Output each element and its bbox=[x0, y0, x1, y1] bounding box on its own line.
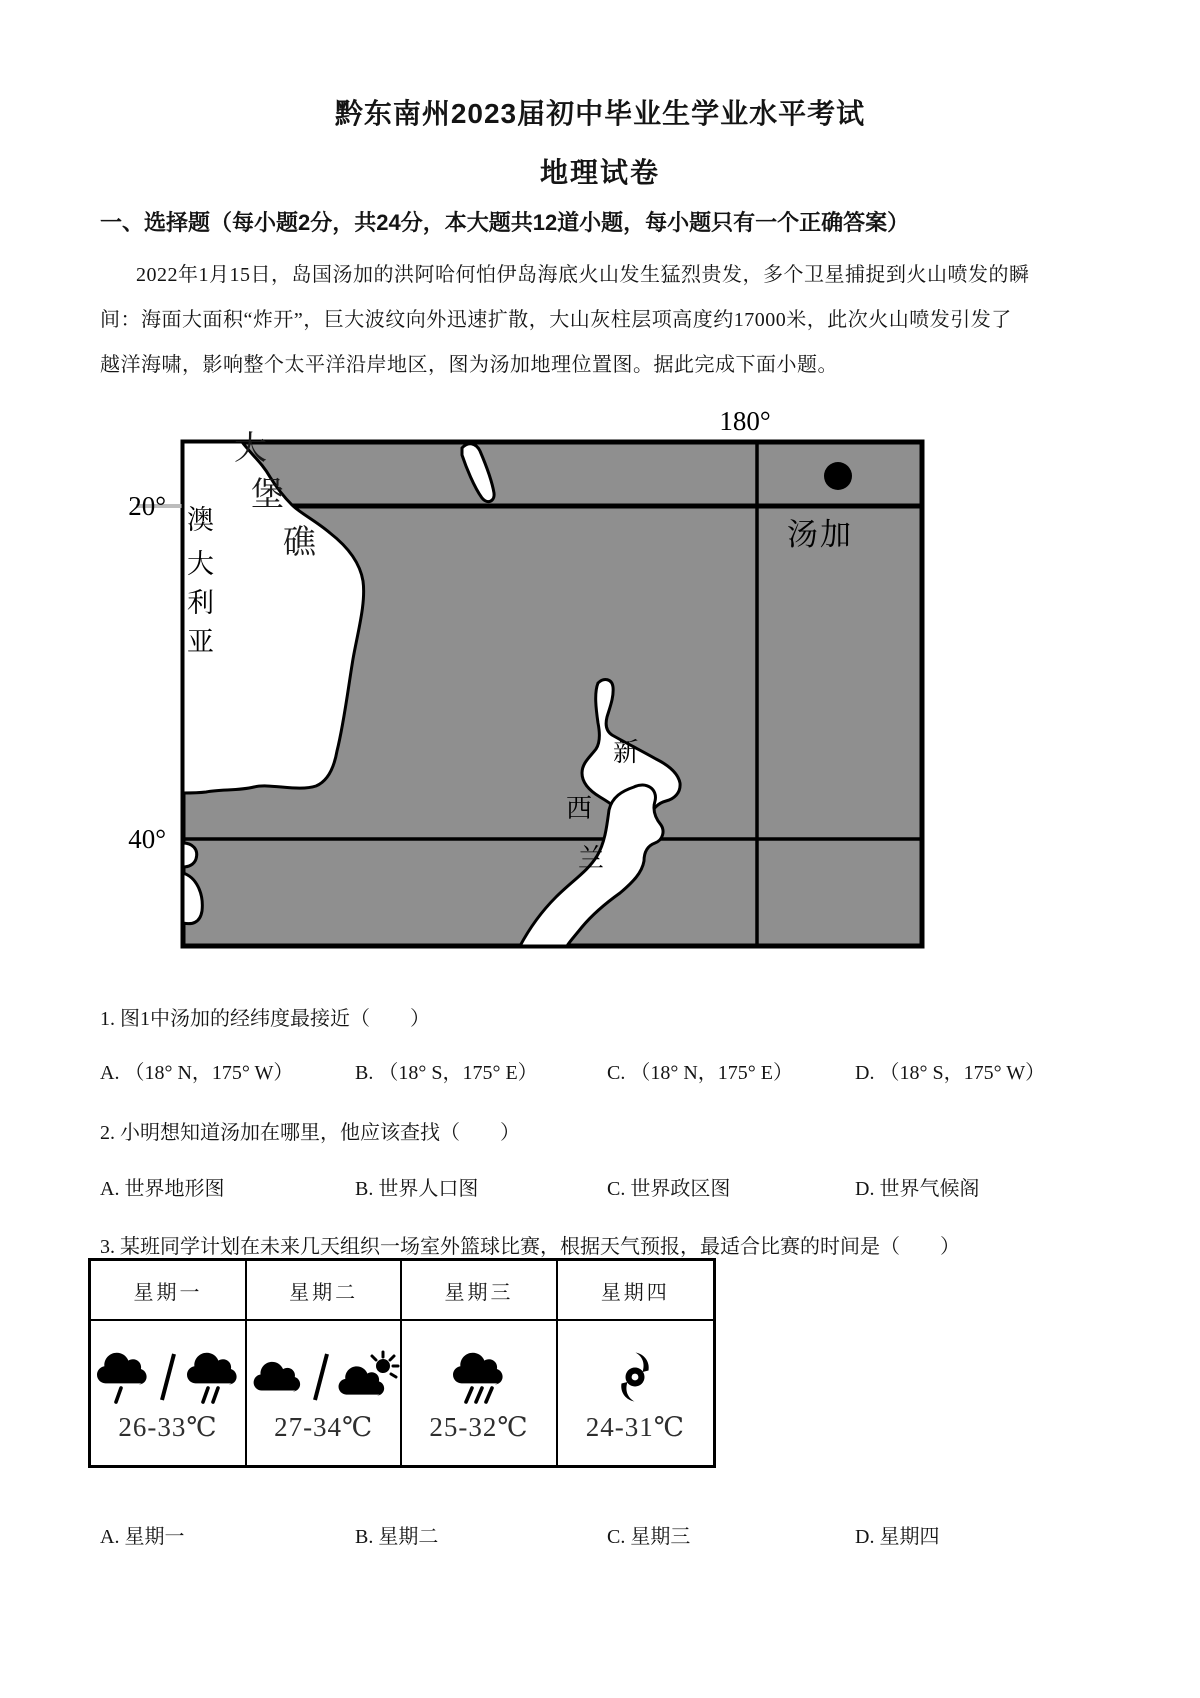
page-title: 黔东南州2023届初中毕业生学业水平考试 bbox=[334, 98, 866, 129]
tonga-dot bbox=[824, 462, 852, 490]
weather-cell-wednesday bbox=[402, 1321, 557, 1465]
weather-header-tuesday: 星期二 bbox=[247, 1261, 402, 1321]
nz-char-2: 西 bbox=[566, 793, 593, 823]
nz-char-3: 兰 bbox=[578, 843, 605, 873]
partly-sunny-icon bbox=[334, 1348, 400, 1406]
q1-option-a: A. （18° N，175° W） bbox=[100, 1062, 294, 1084]
typhoon-icon bbox=[612, 1348, 658, 1406]
question-2-stem: 2. 小明想知道汤加在哪里，他应该查找（ ） bbox=[100, 1122, 520, 1144]
intro-line-3: 越洋海啸，影响整个太平洋沿岸地区，图为汤加地理位置图。据此完成下面小题。 bbox=[100, 354, 838, 376]
intro-line-1: 2022年1月15日，岛国汤加的洪阿哈何怕伊岛海底火山发生猛烈贵发，多个卫星捕捉到火山喷发的瞬 bbox=[136, 264, 1030, 286]
slash-icon bbox=[160, 1351, 176, 1403]
weather-cell-tuesday bbox=[247, 1321, 402, 1465]
weather-header-monday: 星期一 bbox=[91, 1261, 247, 1321]
weather-cell-thursday bbox=[558, 1321, 713, 1465]
nz-char-1: 新 bbox=[613, 737, 640, 767]
tonga-label: 汤加 bbox=[787, 517, 853, 552]
q1-option-d: D. （18° S，175° W） bbox=[855, 1062, 1046, 1084]
question-3-options bbox=[0, 1520, 1200, 1548]
reef-char-2: 堡 bbox=[251, 475, 284, 512]
temp-tuesday: 27-34℃ bbox=[274, 1411, 374, 1442]
rain-light-icon bbox=[91, 1348, 155, 1406]
question-3-stem: 3. 某班同学计划在未来几天组织一场室外篮球比赛，根据天气预报，最适合比赛的时间是（ ） bbox=[100, 1236, 960, 1258]
q2-option-d: D. 世界气候阁 bbox=[855, 1178, 980, 1200]
australia-char-4: 亚 bbox=[187, 627, 214, 657]
australia-south-wedge bbox=[183, 843, 197, 867]
slash-icon bbox=[313, 1351, 329, 1403]
question-1-stem: 1. 图1中汤加的经纬度最接近（ ） bbox=[100, 1008, 430, 1030]
lat20-label: 20° bbox=[128, 491, 166, 521]
meridian-180-label: 180° bbox=[719, 406, 771, 436]
weather-header-thursday: 星期四 bbox=[558, 1261, 713, 1321]
weather-cell-monday bbox=[91, 1321, 247, 1465]
q1-option-b: B. （18° S，175° E） bbox=[355, 1062, 538, 1084]
tonga-location-map bbox=[120, 393, 930, 958]
weather-forecast-table bbox=[88, 1258, 716, 1468]
reef-char-3: 礁 bbox=[283, 523, 316, 560]
temp-thursday: 24-31℃ bbox=[585, 1411, 685, 1442]
australia-char-2: 大 bbox=[187, 549, 214, 579]
q3-option-b: B. 星期二 bbox=[355, 1526, 439, 1548]
australia-char-1: 澳 bbox=[187, 505, 214, 535]
rain-heavy-icon bbox=[447, 1348, 511, 1406]
weather-header-wednesday: 星期三 bbox=[402, 1261, 557, 1321]
q3-option-c: C. 星期三 bbox=[607, 1526, 691, 1548]
question-1-options bbox=[0, 1056, 1200, 1084]
q2-option-b: B. 世界人口图 bbox=[355, 1178, 479, 1200]
q1-option-c: C. （18° N，175° E） bbox=[607, 1062, 793, 1084]
q2-option-c: C. 世界政区图 bbox=[607, 1178, 731, 1200]
q3-option-d: D. 星期四 bbox=[855, 1526, 940, 1548]
reef-char-1: 大 bbox=[234, 429, 267, 466]
temp-wednesday: 25-32℃ bbox=[429, 1411, 529, 1442]
rain-moderate-icon bbox=[181, 1348, 245, 1406]
q3-option-a: A. 星期一 bbox=[100, 1526, 185, 1548]
page-subtitle: 地理试卷 bbox=[539, 157, 660, 188]
section-header: 一、选择题（每小题2分，共24分，本大题共12道小题，每小题只有一个正确答案） bbox=[100, 210, 910, 235]
australia-char-3: 利 bbox=[187, 588, 214, 618]
question-2-options bbox=[0, 1172, 1200, 1200]
cloudy-icon bbox=[248, 1348, 308, 1406]
q2-option-a: A. 世界地形图 bbox=[100, 1178, 225, 1200]
intro-line-2: 间：海面大面积“炸开”，巨大波纹向外迅速扩散，大山灰柱层项高度约17000米，此次火山喷发引发了 bbox=[100, 309, 1012, 331]
lat40-label: 40° bbox=[128, 824, 166, 854]
temp-monday: 26-33℃ bbox=[118, 1411, 218, 1442]
